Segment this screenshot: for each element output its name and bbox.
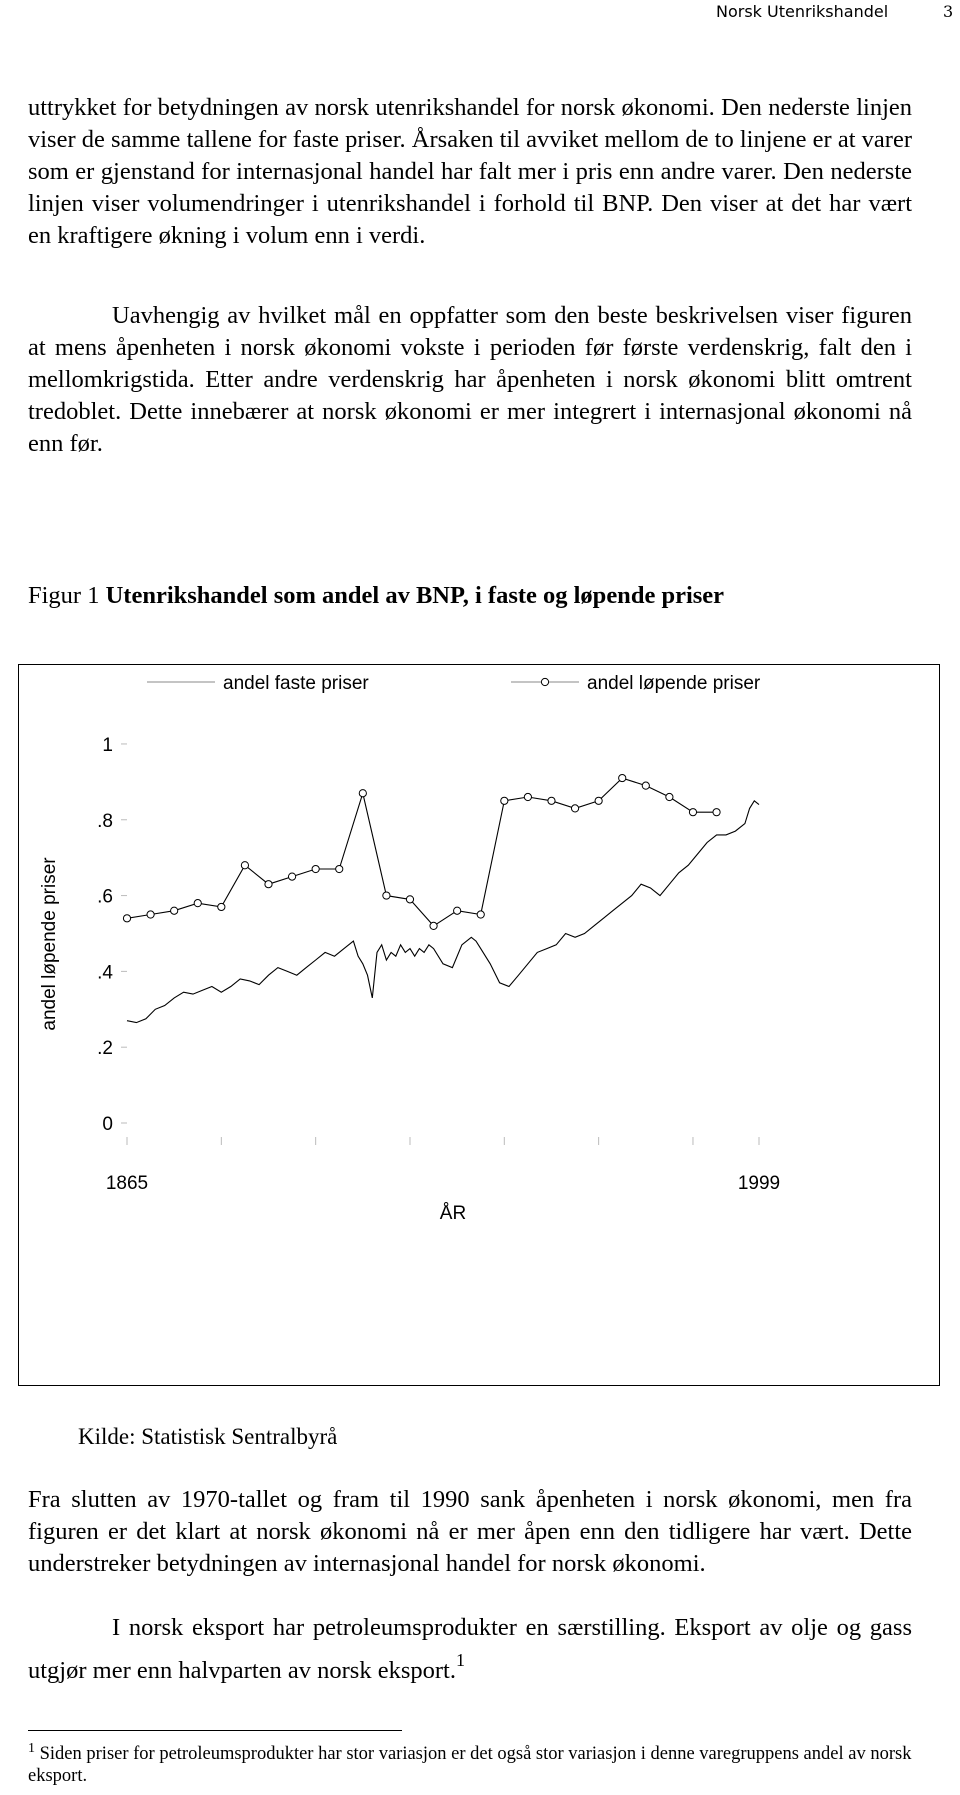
- data-point: [336, 865, 343, 872]
- data-point: [548, 797, 555, 804]
- paragraph-3: Fra slutten av 1970-tallet og fram til 1990 sank åpenheten i norsk økonomi, men fra figuren er det klart at norsk økonomi nå er mer åpen enn den tidligere har vært. Dette understreker betydningen av internasjonal handel for norsk økonomi.: [28, 1486, 912, 1577]
- y-tick-label: .2: [97, 1038, 113, 1060]
- data-point: [477, 911, 484, 918]
- y-tick-label: .4: [97, 962, 113, 984]
- data-point: [430, 922, 437, 929]
- data-point: [123, 915, 130, 922]
- data-point: [288, 873, 295, 880]
- chart-frame: [18, 664, 940, 1386]
- y-tick-label: .8: [97, 810, 113, 832]
- figure-label: Figur 1: [28, 582, 100, 609]
- x-tick-label-start: 1865: [105, 1173, 149, 1194]
- paragraph-4-text: I norsk eksport har petroleumsprodukter en særstilling. Eksport av olje og gass utgjør mer enn halvparten av norsk eksport.: [28, 1614, 912, 1684]
- y-tick-label: .6: [97, 886, 113, 908]
- legend-marker: [541, 678, 548, 685]
- data-point: [241, 862, 248, 869]
- data-point: [312, 865, 319, 872]
- legend-label-2: andel løpende priser: [587, 673, 761, 694]
- data-point: [194, 900, 201, 907]
- footnote-reference[interactable]: 1: [455, 1650, 465, 1670]
- data-point: [171, 907, 178, 914]
- data-point: [265, 881, 272, 888]
- data-point: [406, 896, 413, 903]
- data-point: [501, 797, 508, 804]
- footnote-divider: [28, 1730, 402, 1731]
- y-axis-title: andel løpende priser: [39, 857, 60, 1031]
- data-point: [619, 774, 626, 781]
- figure-caption: [28, 582, 724, 610]
- footnote-text: Siden priser for petroleumsprodukter har stor variasjon er det også stor variasjon i denne varegruppens andel av norsk eksport.: [28, 1744, 912, 1787]
- data-point: [147, 911, 154, 918]
- data-point: [571, 805, 578, 812]
- page-header: [0, 0, 960, 30]
- data-point: [359, 790, 366, 797]
- paragraph-4: [28, 1612, 912, 1687]
- x-axis-title: ÅR: [439, 1203, 467, 1224]
- x-tick-label-end: 1999: [737, 1173, 781, 1194]
- series-line-2: [127, 778, 717, 926]
- data-point: [595, 797, 602, 804]
- y-tick-label: 0: [102, 1114, 113, 1135]
- y-tick-label: 1: [102, 734, 113, 756]
- data-point: [642, 782, 649, 789]
- footnote: [28, 1738, 912, 1787]
- footnote-number: 1: [28, 1741, 35, 1756]
- legend-label-1: andel faste priser: [223, 673, 369, 694]
- paragraph-2: Uavhengig av hvilket mål en oppfatter som den beste beskrivelsen viser figuren at mens åpenheten i norsk økonomi vokste i perioden før første verdenskrig, falt den i mellomkrigstida. Etter andre verdenskrig har åpenheten i norsk økonomi blitt omtrent tredoblet. Dette innebærer at norsk økonomi er mer integrert i internasjonal økonomi nå enn før.: [28, 302, 912, 457]
- figure-source: Kilde: Statistisk Sentralbyrå: [78, 1424, 338, 1449]
- data-point: [713, 809, 720, 816]
- running-title: Norsk Utenrikshandel: [716, 2, 889, 21]
- figure-title: Utenrikshandel som andel av BNP, i faste og løpende priser: [105, 582, 725, 609]
- data-point: [689, 809, 696, 816]
- line-chart: [19, 665, 939, 1385]
- data-point: [383, 892, 390, 899]
- paragraph-1: uttrykket for betydningen av norsk utenrikshandel for norsk økonomi. Den nederste linjen viser de samme tallene for faste priser. Årsaken til avviket mellom de to linjene er at varer som er gjenstand for internasjonal handel har falt mer i pris enn andre varer. Den nederste linjen viser volumendringer i utenrikshandel i forhold til BNP. Den viser at det har vært en kraftigere økning i volum enn i verdi.: [28, 94, 912, 249]
- data-point: [524, 793, 531, 800]
- data-point: [218, 903, 225, 910]
- page-number: 3: [943, 2, 954, 21]
- series-line-1: [127, 801, 759, 1023]
- data-point: [666, 793, 673, 800]
- data-point: [454, 907, 461, 914]
